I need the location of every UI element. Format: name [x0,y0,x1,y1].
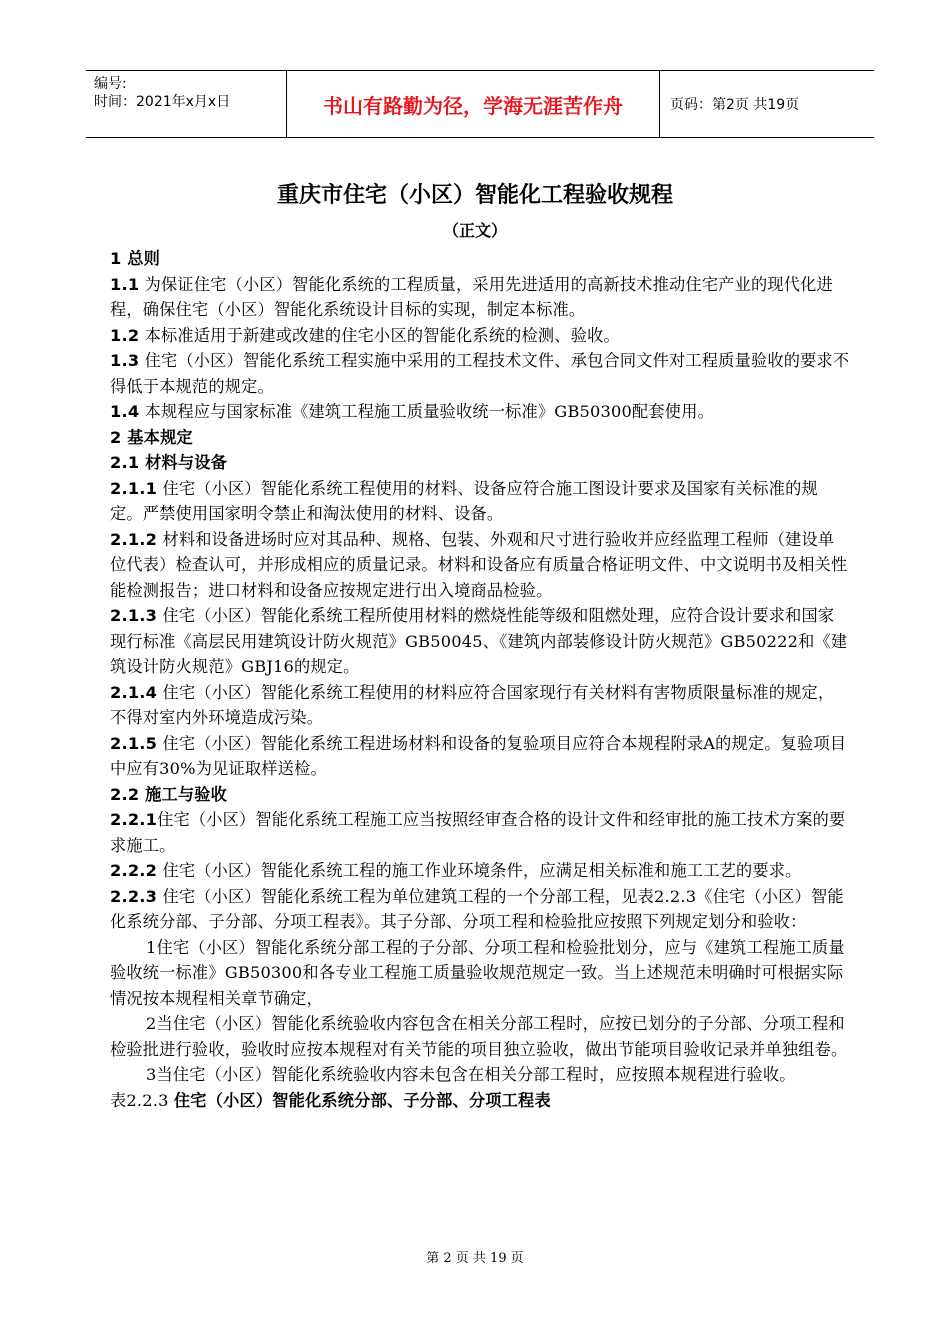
paragraph-1-4 [110,399,850,425]
list-item-1: 1住宅（小区）智能化系统分部工程的子分部、分项工程和检验批划分，应与《建筑工程施工质量验收统一标准》GB50300和各专业工程施工质量验收规范规定一致。当上述规范未明确时可根据实际情况按本规程相关章节确定， [110,937,845,1008]
clause-text: 为保证住宅（小区）智能化系统的工程质量，采用先进适用的高新技术推动住宅产业的现代化进程，确保住宅（小区）智能化系统设计目标的实现，制定本标准。 [110,274,833,319]
clause-number: 2.2.2 [110,861,158,880]
document-number-label: 编号: [94,76,127,92]
header-motto: 书山有路勤为径，学海无涯苦作舟 [286,71,660,137]
clause-text: 住宅（小区）智能化系统工程的施工作业环境条件，应满足相关标准和施工工艺的要求。 [157,861,802,880]
clause-number: 2.1.2 [110,529,158,549]
clause-number: 1.2 [110,325,140,345]
clause-text: 住宅（小区）智能化系统工程使用的材料、设备应符合施工图设计要求及国家有关标准的规定。严禁使用国家明令禁止和淘汰使用的材料、设备。 [110,478,818,523]
paragraph-2-1-5 [110,731,850,782]
subsection-heading-2-1: 2.1 材料与设备 [110,453,228,472]
clause-number: 2.2.3 [110,886,158,906]
clause-text: 住宅（小区）智能化系统工程实施中采用的工程技术文件、承包合同文件对工程质量验收的要求不得低于本规范的规定。 [110,351,850,396]
subsection-heading-2-2: 2.2 施工与验收 [110,784,228,804]
document-header [86,70,874,138]
paragraph-2-1-4 [110,680,850,731]
clause-number: 2.1.3 [110,606,158,625]
clause-number: 1.3 [110,351,140,370]
header-page-label: 页码：第2页 共19页 [670,97,800,113]
clause-text: 住宅（小区）智能化系统工程使用的材料应符合国家现行有关材料有害物质限量标准的规定，不得对室内外环境造成污染。 [110,682,835,727]
paragraph-2-2-3 [110,884,850,935]
clause-number: 2.1.4 [110,682,158,702]
header-page-cell [660,71,874,137]
paragraph-1-3 [110,348,850,399]
list-item-3: 3当住宅（小区）智能化系统验收内容未包含在相关分部工程时，应按照本规程进行验收。 [146,1065,796,1084]
clause-number: 1.1 [110,274,140,294]
clause-text: 住宅（小区）智能化系统工程为单位建筑工程的一个分部工程，见表2.2.3《住宅（小区）智能化系统分部、子分部、分项工程表》。其子分部、分项工程和检验批应按照下列规定划分和验收： [110,886,844,931]
paragraph-2-1-3 [110,603,850,680]
page-footer: 第 2 页 共 19 页 [426,1251,524,1266]
paragraph-2-2-2 [110,858,850,884]
paragraph-2-1-1 [110,476,850,527]
paragraph-2-1-2 [110,527,850,604]
clause-number: 2.1.5 [110,733,158,753]
paragraph-1-2 [110,323,850,349]
clause-number: 1.4 [110,402,140,421]
clause-text: 住宅（小区）智能化系统工程进场材料和设备的复验项目应符合本规程附录A的规定。复验项目中应有30%为见证取样送检。 [110,733,847,778]
clause-text: 住宅（小区）智能化系统工程施工应当按照经审查合格的设计文件和经审批的施工技术方案的要求施工。 [110,810,846,855]
paragraph-1-1 [110,272,850,323]
clause-text: 住宅（小区）智能化系统工程所使用材料的燃烧性能等级和阻燃处理，应符合设计要求和国家现行标准《高层民用建筑设计防火规范》GB50045、《建筑内部装修设计防火规范》GB50222和《建筑设计防火规范》GBJ16的规定。 [110,606,848,676]
section-heading-1: 1 总则 [110,249,161,268]
clause-text: 材料和设备进场时应对其品种、规格、包装、外观和尺寸进行验收并应经监理工程师（建设单位代表）检查认可，并形成相应的质量记录。材料和设备应有质量合格证明文件、中文说明书及相关性能检测报告；进口材料和设备应按规定进行出入境商品检验。 [110,529,848,600]
clause-text: 本标准适用于新建或改建的住宅小区的智能化系统的检测、验收。 [139,325,620,345]
table-caption [110,1088,850,1114]
section-heading-2: 2 基本规定 [110,427,193,447]
document-subtitle: （正文） [442,221,507,240]
document-body [110,246,850,1113]
clause-number: 2.2.1 [110,810,158,829]
list-item-2: 2当住宅（小区）智能化系统验收内容包含在相关分部工程时，应按已划分的子分部、分项工程和检验批进行验收，验收时应按本规程对有关节能的项目独立验收，做出节能项目验收记录并单独组卷。 [110,1014,848,1059]
clause-text: 本规程应与国家标准《建筑工程施工质量验收统一标准》GB50300配套使用。 [139,402,714,421]
table-caption-number: 表2.2.3 [110,1090,174,1110]
table-caption-text: 住宅（小区）智能化系统分部、子分部、分项工程表 [173,1090,551,1110]
document-title: 重庆市住宅（小区）智能化工程验收规程 [276,183,673,208]
document-time-label: 时间：2021年x月x日 [94,94,231,110]
paragraph-2-2-1 [110,807,850,858]
header-info-cell [86,71,284,137]
clause-number: 2.1.1 [110,478,158,498]
